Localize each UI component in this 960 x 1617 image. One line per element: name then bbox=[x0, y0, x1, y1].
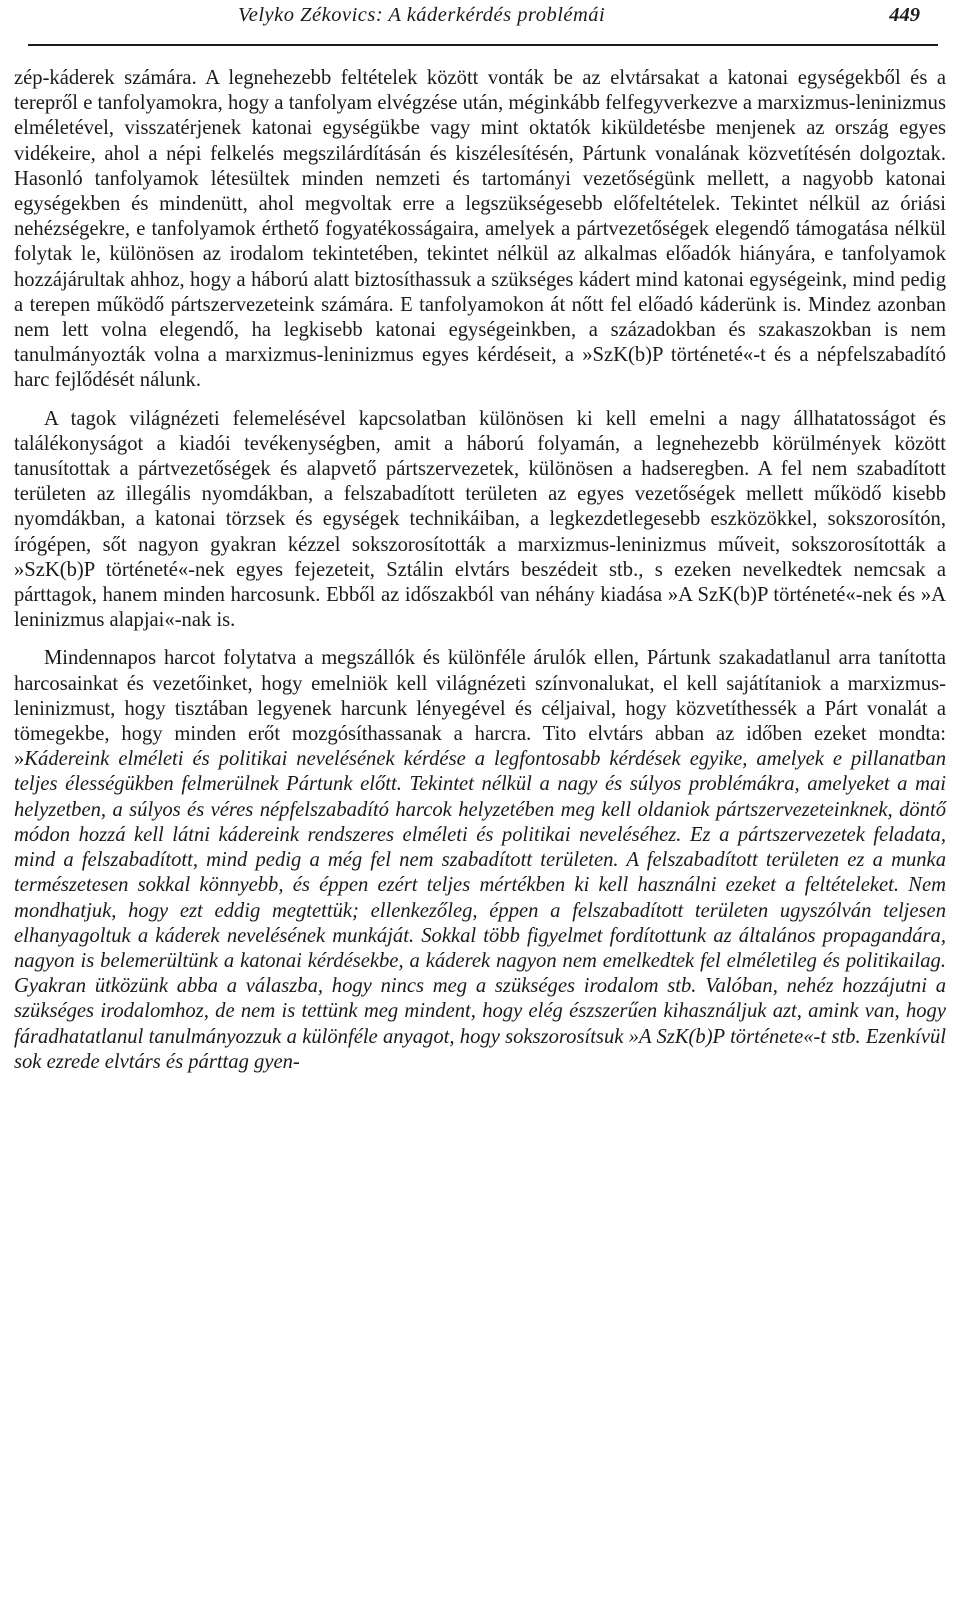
paragraph-3 bbox=[14, 646, 946, 1074]
page-number: 449 bbox=[889, 4, 920, 26]
running-title: Velyko Zékovics: A káderkérdés problémái bbox=[238, 4, 606, 26]
paragraph-3-quote: Kádereink elméleti és politikai nevelésének kérdése a legfontosabb kérdések egyike, amelyek e pillanatban teljes élességükben felmerülnek Pártunk előtt. Tekintet nélkül a nagy és súlyos problémákra, amelyeket a mai helyzetben, a súlyos és véres népfelszabadító harcok helyzetében meg kell oldaniok pártszervezeteinknek, döntő módon hozzá kell látni kádereink rendszeres elméleti és politikai neveléséhez. Ez a pártszervezetek feladata, mind a felszabadított, mind pedig a még fel nem szabadított területen. A felszabadított területen ez a munka természetesen sokkal könnyebb, és éppen ezért teljes mértékben ki kell használni ezeket a feltételeket. Nem mondhatjuk, hogy ezt eddig megtettük; ellenkezőleg, éppen a felszabadított területen ugyszólván teljesen elhanyagoltuk a káderek nevelésének munkáját. Sokkal több figyelmet fordítottunk az általános propagandára, nagyon is belemerültünk a katonai kérdésekbe, a káderek nagyon nem emelkedtek fel elméletileg és politikailag. Gyakran ütközünk abba a válaszba, hogy nincs meg a szükséges irodalom stb. Valóban, nehéz hozzájutni a szükséges irodalomhoz, de nem is tettünk meg mindent, hogy elég észszerűen kihasználjuk azt, amink van, hogy fáradhatatlanul tanulmányozzuk a különféle anyagot, hogy sokszorosítsuk »A SzK(b)P története«-t stb. Ezenkívül sok ezrede elvtárs és párttag gyen- bbox=[14, 748, 946, 1073]
paragraph-3-plain: Mindennapos harcot folytatva a megszállók és különféle árulók ellen, Pártunk szakadatlanul arra tanította harcosainkat és vezetőinket, hogy emelniök kell világnézeti színvonalukat, el kell sajátítaniok a marxizmus-leninizmust, hogy tisztában legyenek harcunk lényegével és céljaival, hogy közvetíthessék a Párt vonalát a tömegekbe, hogy minden erőt mozgósíthassanak a harcra. Tito elvtárs abban az időben ezeket mondta: » bbox=[14, 647, 946, 771]
paragraph-2: A tagok világnézeti felemelésével kapcsolatban különösen ki kell emelni a nagy állhatatosságot és találékonyságot a kiadói tevékenységben, amit a háború folyamán, a legnehezebb körülmények között tanusítottak a pártvezetőségek és alapvető pártszervezetek, különösen a hadseregben. A fel nem szabadított területen az illegális nyomdákban, a felszabadított területen az egyes vezetőségek mellett működő kisebb nyomdákban, a katonai törzsek és egységek technikáiban, a legkezdetlegesebb eszközökkel, sokszorosítón, írógépen, sőt nagyon gyakran kézzel sokszorosították a marxizmus-leninizmus műveit, sokszorosították a »SzK(b)P történeté«-nek egyes fejezeteit, Sztálin elvtárs beszédeit stb., s ezeken nevelkedtek nemcsak a párttagok, hanem minden harcosunk. Ebből az időszakból van néhány kiadása »A SzK(b)P történeté«-nek és »A leninizmus alapjai«-nak is. bbox=[14, 407, 946, 632]
body-text bbox=[14, 66, 946, 1075]
paragraph-1: zép-káderek számára. A legnehezebb feltételek között vonták be az elvtársakat a katonai egységekből és a terepről e tanfolyamokra, hogy a tanfolyam elvégzése után, méginkább felfegyverkezve a marxizmus-leninizmus elméletével, visszatérjenek katonai egységükbe vagy mint oktatók kiküldetésbe menjenek az ország egyes vidékeire, ahol a népi felkelés megszilárdításán és kiszélesítésén, Pártunk vonalának közvetítésén dolgoztak. Hasonló tanfolyamok létesültek minden nemzeti és tartományi vezetőségünk mellett, a nagyobb katonai egységekben és mindenütt, ahol megvoltak erre a legszükségesebb előfeltételek. Tekintet nélkül az óriási nehézségekre, e tanfolyamok érthető fogyatékosságaira, amelyek a pártvezetőségek elegendő támogatása nélkül folytak le, különösen az irodalom tekintetében, tekintet nélkül az alkalmas előadók hiányára, e tanfolyamok hozzájárultak ahhoz, hogy a háború alatt biztosíthassuk a szükséges kádert mind katonai egységeink, mind pedig a terepen működő pártszervezeteink számára. E tanfolyamokon át nőtt fel előadó káderünk is. Mindez azonban nem lett volna elegendő, ha legkisebb katonai egységeinkben, a századokban és szakaszokban is nem tanulmányozták volna a marxizmus-leninizmus egyes kérdéseit, a »SzK(b)P történeté«-t és a népfelszabadító harc fejlődését nálunk. bbox=[14, 67, 946, 392]
running-head bbox=[28, 0, 938, 46]
